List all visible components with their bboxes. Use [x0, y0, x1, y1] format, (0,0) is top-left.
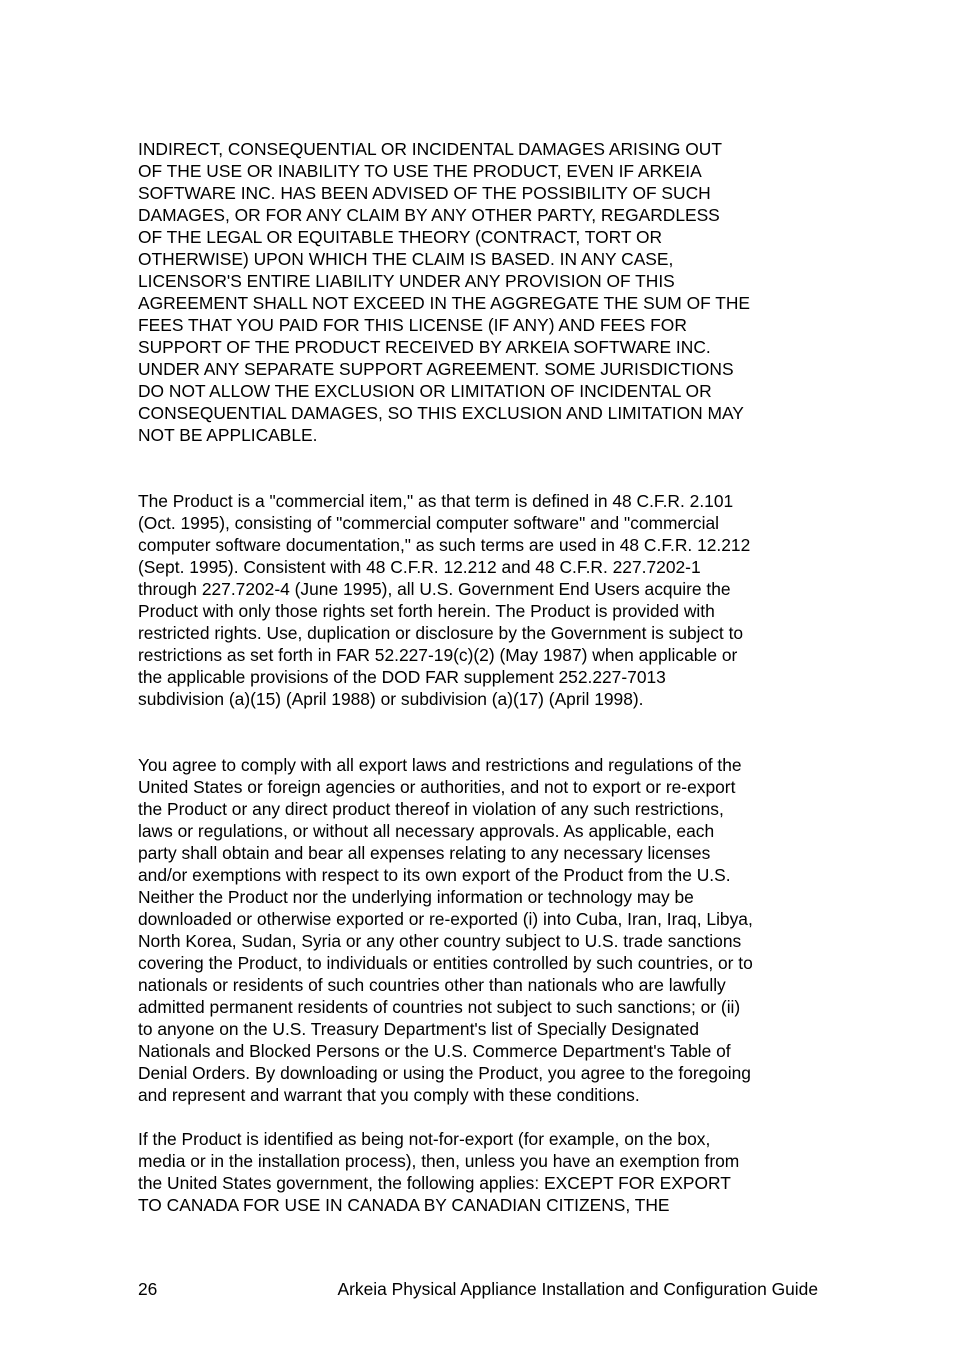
text-line: TO CANADA FOR USE IN CANADA BY CANADIAN CITIZENS, THE [138, 1195, 670, 1215]
text-line: the applicable provisions of the DOD FAR supplement 252.227-7013 [138, 667, 666, 687]
paragraph-not-for-export [138, 1128, 828, 1216]
text-line: restrictions as set forth in FAR 52.227-19(c)(2) (May 1987) when applicable or [138, 645, 738, 665]
text-line: Product with only those rights set forth herein. The Product is provided with [138, 601, 715, 621]
text-line: (Sept. 1995). Consistent with 48 C.F.R. 12.212 and 48 C.F.R. 227.7202-1 [138, 557, 701, 577]
text-line: through 227.7202-4 (June 1995), all U.S. Government End Users acquire the [138, 579, 731, 599]
paragraph-export-compliance [138, 754, 828, 1106]
text-line: OTHERWISE) UPON WHICH THE CLAIM IS BASED. IN ANY CASE, [138, 249, 674, 269]
text-line: LICENSOR'S ENTIRE LIABILITY UNDER ANY PROVISION OF THIS [138, 271, 675, 291]
text-line: United States or foreign agencies or authorities, and not to export or re-export [138, 777, 736, 797]
text-line: and represent and warrant that you comply with these conditions. [138, 1085, 640, 1105]
page-content [138, 138, 828, 1216]
text-line: Neither the Product nor the underlying information or technology may be [138, 887, 694, 907]
text-line: the United States government, the following applies: EXCEPT FOR EXPORT [138, 1173, 731, 1193]
text-line: Denial Orders. By downloading or using the Product, you agree to the foregoing [138, 1063, 751, 1083]
text-line: The Product is a "commercial item," as that term is defined in 48 C.F.R. 2.101 [138, 491, 734, 511]
text-line: UNDER ANY SEPARATE SUPPORT AGREEMENT. SOME JURISDICTIONS [138, 359, 734, 379]
text-line: party shall obtain and bear all expenses relating to any necessary licenses [138, 843, 711, 863]
text-line: NOT BE APPLICABLE. [138, 425, 318, 445]
text-line: the Product or any direct product thereof in violation of any such restrictions, [138, 799, 724, 819]
text-line: Nationals and Blocked Persons or the U.S. Commerce Department's Table of [138, 1041, 731, 1061]
page-footer [138, 1278, 818, 1300]
text-line: laws or regulations, or without all necessary approvals. As applicable, each [138, 821, 715, 841]
text-line: SUPPORT OF THE PRODUCT RECEIVED BY ARKEIA SOFTWARE INC. [138, 337, 711, 357]
text-line: computer software documentation," as such terms are used in 48 C.F.R. 12.212 [138, 535, 751, 555]
text-line: SOFTWARE INC. HAS BEEN ADVISED OF THE POSSIBILITY OF SUCH [138, 183, 711, 203]
text-line: (Oct. 1995), consisting of "commercial computer software" and "commercial [138, 513, 720, 533]
text-line: OF THE USE OR INABILITY TO USE THE PRODUCT, EVEN IF ARKEIA [138, 161, 702, 181]
text-line: OF THE LEGAL OR EQUITABLE THEORY (CONTRACT, TORT OR [138, 227, 663, 247]
text-line: If the Product is identified as being not-for-export (for example, on the box, [138, 1129, 711, 1149]
text-line: to anyone on the U.S. Treasury Department's list of Specially Designated [138, 1019, 700, 1039]
text-line: FEES THAT YOU PAID FOR THIS LICENSE (IF ANY) AND FEES FOR [138, 315, 687, 335]
text-line: DAMAGES, OR FOR ANY CLAIM BY ANY OTHER PARTY, REGARDLESS [138, 205, 720, 225]
guide-title: Arkeia Physical Appliance Installation and Configuration Guide [337, 1279, 818, 1299]
text-line: nationals or residents of such countries other than nationals who are lawfully [138, 975, 726, 995]
text-line: admitted permanent residents of countries not subject to such sanctions; or (ii) [138, 997, 741, 1017]
text-line: You agree to comply with all export laws and restrictions and regulations of the [138, 755, 742, 775]
text-line: AGREEMENT SHALL NOT EXCEED IN THE AGGREGATE THE SUM OF THE [138, 293, 751, 313]
text-line: downloaded or otherwise exported or re-exported (i) into Cuba, Iran, Iraq, Libya, [138, 909, 753, 929]
text-line: CONSEQUENTIAL DAMAGES, SO THIS EXCLUSION AND LIMITATION MAY [138, 403, 744, 423]
text-line: North Korea, Sudan, Syria or any other country subject to U.S. trade sanctions [138, 931, 742, 951]
text-line: restricted rights. Use, duplication or disclosure by the Government is subject to [138, 623, 744, 643]
page-number: 26 [138, 1279, 158, 1299]
text-line: INDIRECT, CONSEQUENTIAL OR INCIDENTAL DAMAGES ARISING OUT [138, 139, 722, 159]
text-line: covering the Product, to individuals or entities controlled by such countries, or to [138, 953, 753, 973]
paragraph-government-rights [138, 490, 828, 710]
text-line: DO NOT ALLOW THE EXCLUSION OR LIMITATION OF INCIDENTAL OR [138, 381, 712, 401]
text-line: and/or exemptions with respect to its own export of the Product from the U.S. [138, 865, 731, 885]
paragraph-damages-disclaimer [138, 138, 828, 446]
text-line: media or in the installation process), then, unless you have an exemption from [138, 1151, 740, 1171]
text-line: subdivision (a)(15) (April 1988) or subdivision (a)(17) (April 1998). [138, 689, 644, 709]
